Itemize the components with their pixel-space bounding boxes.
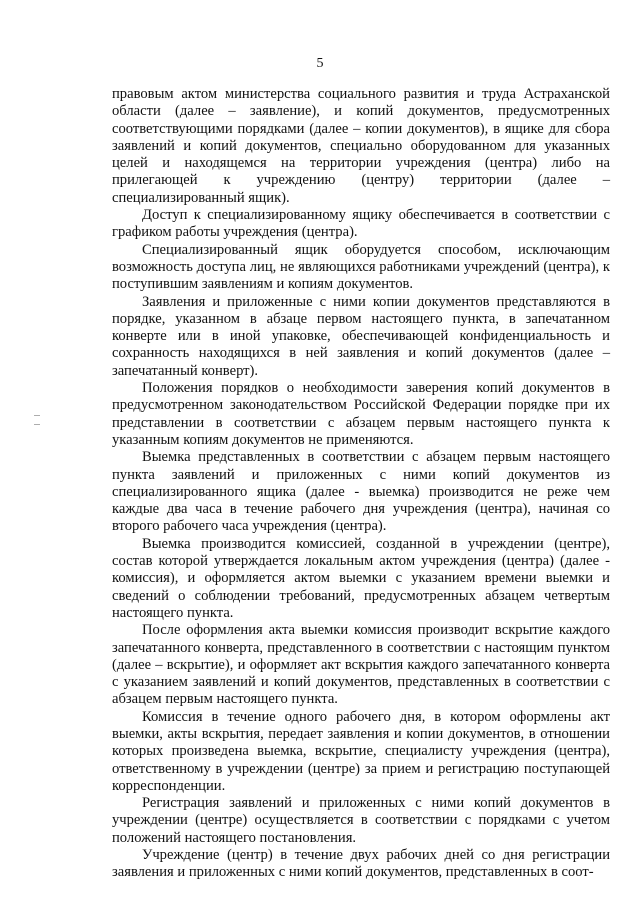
paragraph: Доступ к специализированному ящику обеспечивается в соответствии с графиком работы учреждения (центра). <box>112 207 610 241</box>
paragraph: Заявления и приложенные с ними копии документов представляются в порядке, указанном в абзаце первом настоящего пункта, в запечатанном конверте или в иной упаковке, обеспечивающей конфиденциальность и сохранность находящихся в ней заявления и копий документов (далее – запечатанный конверт). <box>112 293 610 379</box>
margin-mark <box>34 415 40 416</box>
paragraph: Специализированный ящик оборудуется способом, исключающим возможность доступа лиц, не являющихся работниками учреждений (центра), к поступившим заявлениям и копиям документов. <box>112 241 610 293</box>
document-body <box>112 86 610 882</box>
paragraph: Регистрация заявлений и приложенных с ними копий документов в учреждении (центре) осуществляется в соответствии с порядками с учетом положений настоящего постановления. <box>112 795 610 846</box>
paragraph: правовым актом министерства социального развития и труда Астраханской области (далее – заявление), и копий документов, предусмотренных соответствующими порядками (далее – копии документов), в ящике для сбора заявлений и копий документов, специально оборудованном для указанных целей и находящемся на территории учреждения (центра) либо на прилегающей к учреждению (центру) территории (далее – специализированный ящик). <box>112 86 610 206</box>
paragraph: Выемка производится комиссией, созданной в учреждении (центре), состав которой утверждается локальным актом учреждения (центра) (далее - комиссия), и оформляется актом выемки с указанием времени выемки и сведений о соблюдении требований, предусмотренных абзацем четвертым настоящего пункта. <box>112 535 610 621</box>
margin-mark <box>34 424 40 425</box>
paragraph: Положения порядков о необходимости заверения копий документов в предусмотренном законодательством Российской Федерации порядке при их представлении в соответствии с абзацем первым настоящего пункта к указанным копиям документов не применяются. <box>112 380 610 448</box>
paragraph: Учреждение (центр) в течение двух рабочих дней со дня регистрации заявления и приложенных с ними копий документов, представленных в соот- <box>112 847 610 881</box>
paragraph: Выемка представленных в соответствии с абзацем первым настоящего пункта заявлений и приложенных с ними копий документов из специализированного ящика (далее - выемка) производится не реже чем каждые два часа в течение рабочего дня учреждения (центра), начиная со второго рабочего часа учреждения (центра). <box>112 449 610 535</box>
paragraph: После оформления акта выемки комиссия производит вскрытие каждого запечатанного конверта, представленного в соответствии с настоящим пунктом (далее – вскрытие), и оформляет акт вскрытия каждого запечатанного конверта с указанием заявлений и копий документов, представленных в соответствии с абзацем первым настоящего пункта. <box>112 622 610 708</box>
paragraph: Комиссия в течение одного рабочего дня, в котором оформлены акт выемки, акты вскрытия, передает заявления и копии документов, в отношении которых произведена выемка, вскрытие, специалисту учреждения (центра), ответственному в учреждении (центре) за прием и регистрацию поступающей корреспонденции. <box>112 708 610 794</box>
page-number: 5 <box>316 56 324 71</box>
